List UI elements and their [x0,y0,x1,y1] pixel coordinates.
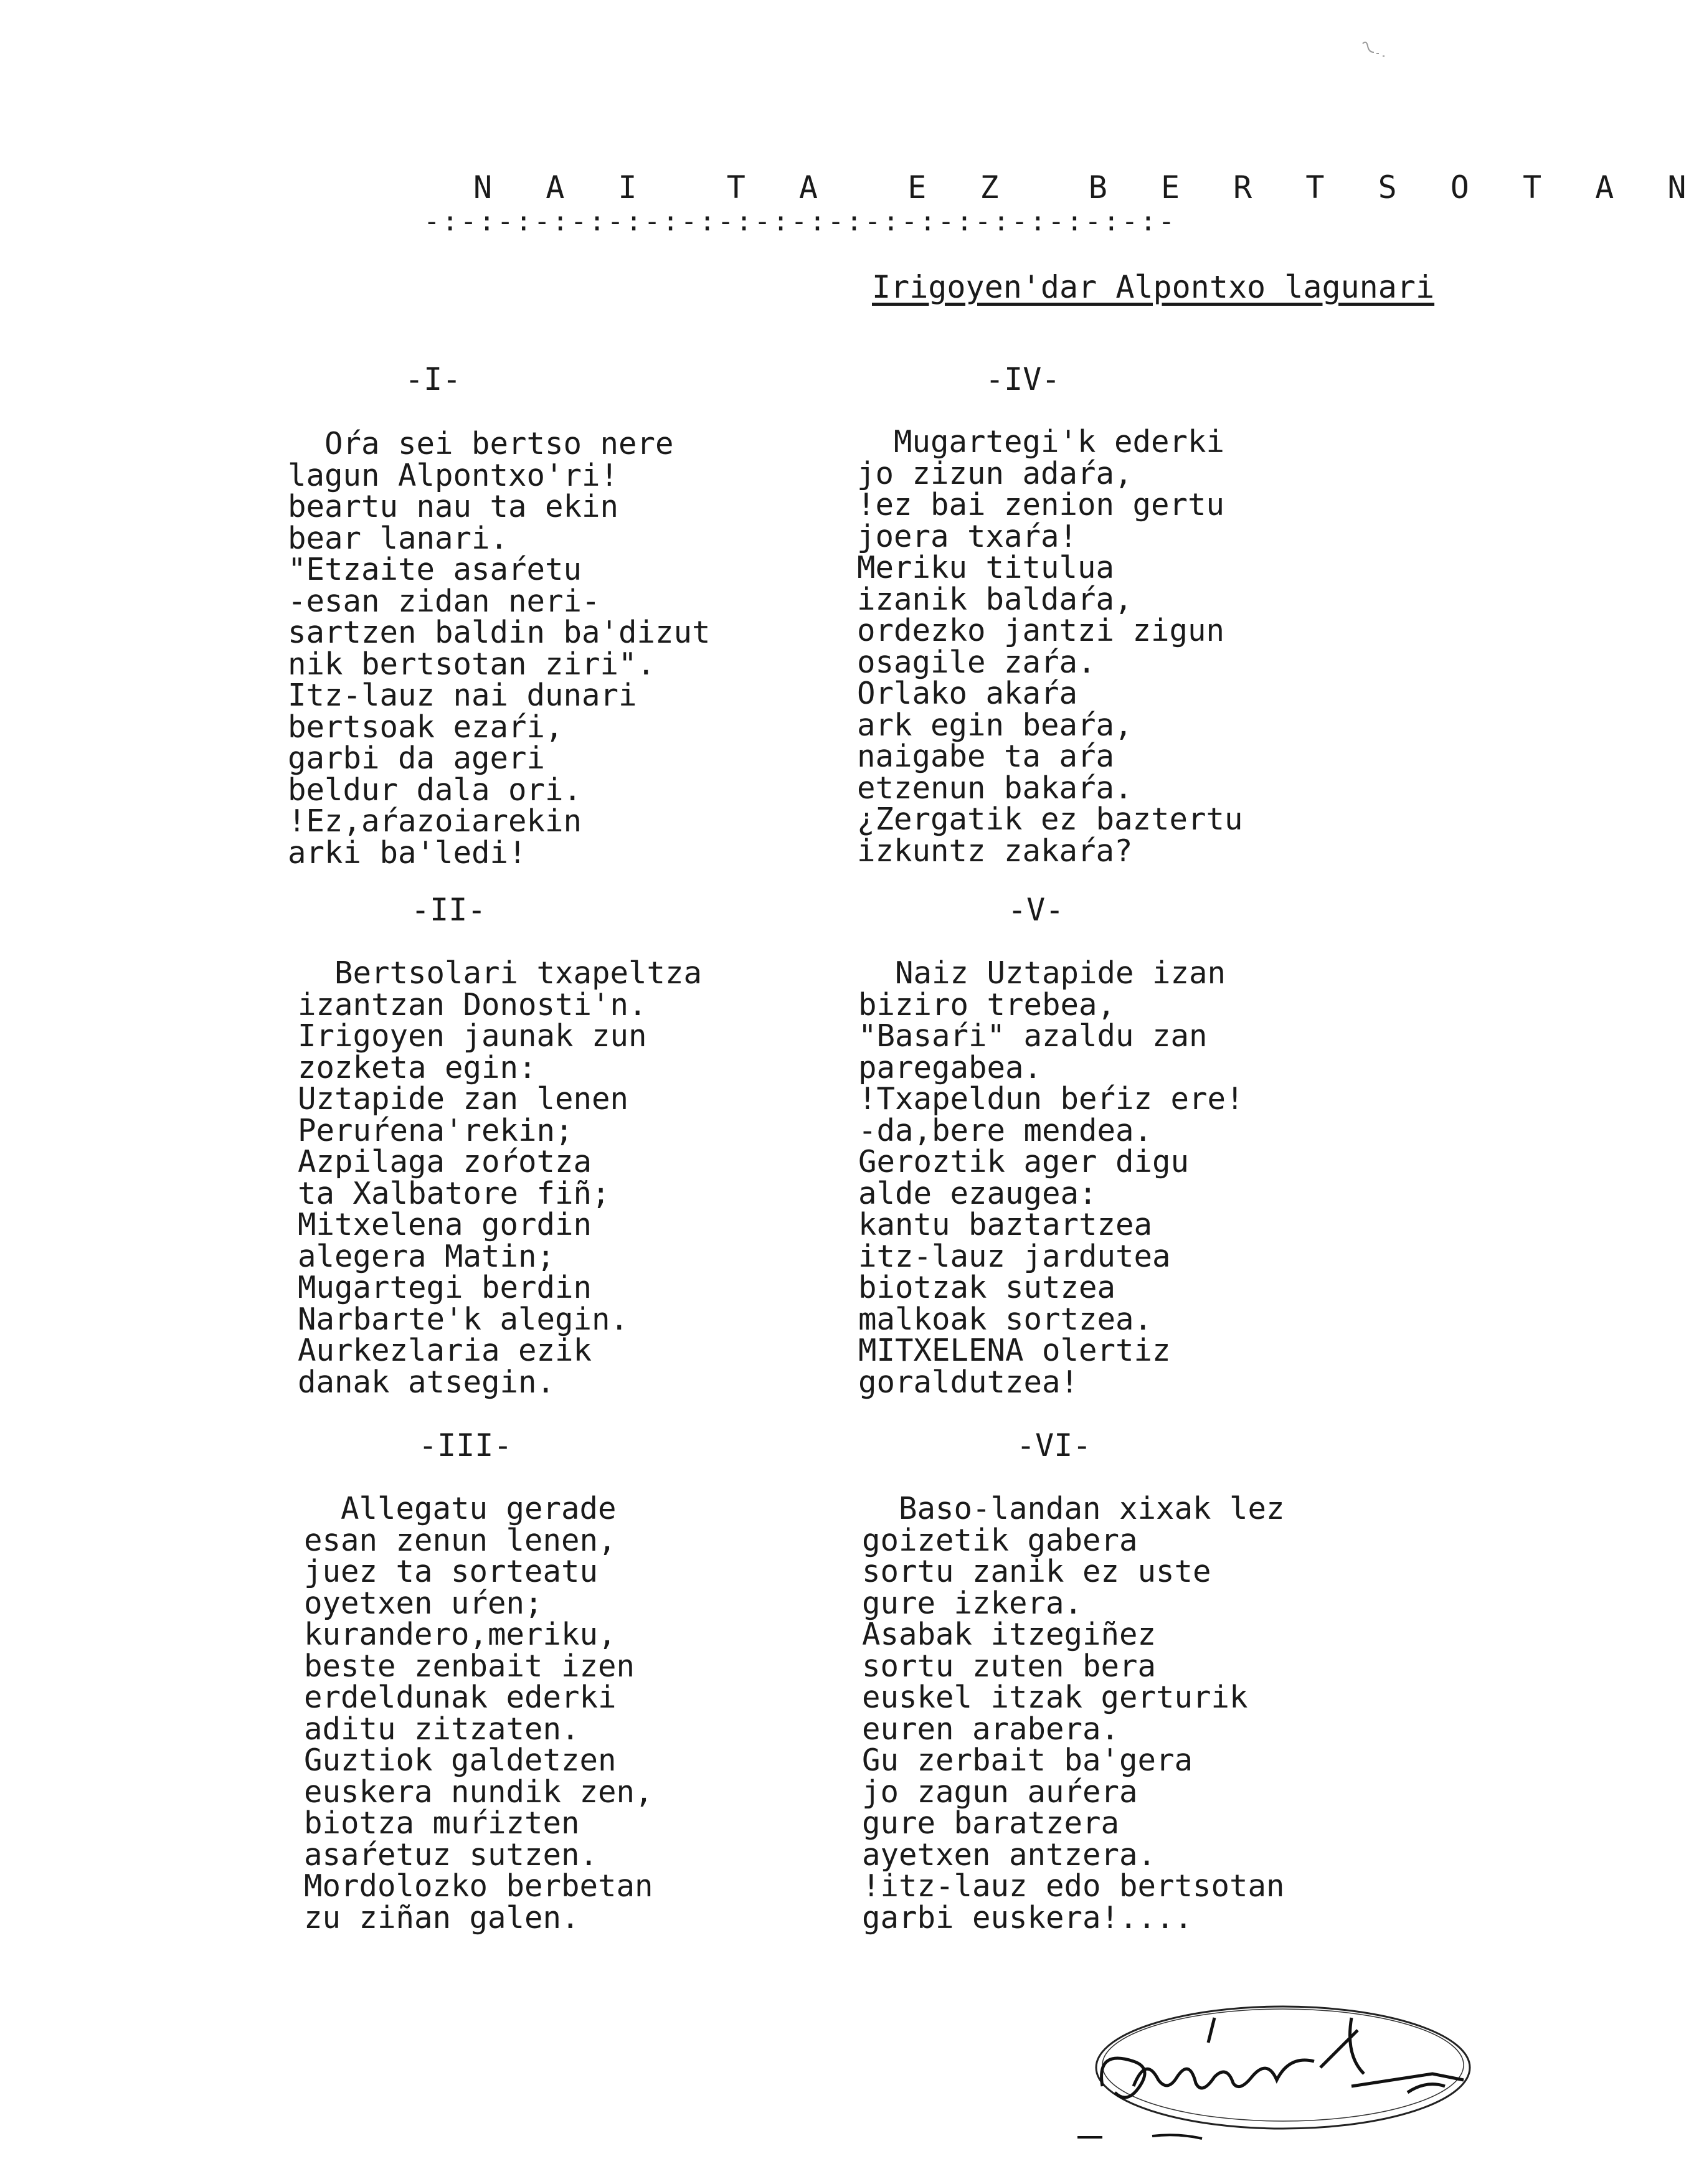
stanza-2 [298,955,703,1400]
verse-line: sortu zuten bera [862,1648,1157,1684]
verse-line: oyetxen uŕen; [304,1585,543,1621]
verse-line: garbi euskera!.... [862,1899,1193,1936]
verse-line: Irigoyen jaunak zun [298,1018,647,1054]
verse-line: Mugartegi berdin [298,1270,592,1305]
verse-line: ayetxen antzera. [862,1837,1157,1873]
verse-line: goizetik gabera [862,1522,1138,1558]
title-divider: -:-:-:-:-:-:-:-:-:-:-:-:-:-:-:-:-:-:-:-:- [424,206,1177,237]
verse-line: izanik baldaŕa, [857,581,1133,617]
verse-line: arki ba'ledi! [288,834,527,871]
dedication: Irigoyen'dar Alpontxo lagunari [872,269,1435,305]
stanza-number-6: -VI- [1016,1427,1092,1463]
verse-line: malkoak sortzea. [858,1301,1153,1337]
verse-line: esan zenun lenen, [304,1522,617,1558]
verse-line: juez ta sorteatu [304,1554,599,1589]
stanza-number-3: -III- [419,1427,513,1463]
verse-line: MITXELENA olertiz [858,1333,1171,1368]
verse-line: zu ziñan galen. [304,1899,580,1936]
verse-line: beste zenbait izen [304,1648,635,1684]
verse-line: Mitxelena gordin [298,1207,592,1242]
stanza-4 [857,424,1243,869]
verse-line: asaŕetuz sutzen. [304,1837,599,1873]
verse-line: -esan zidan neri- [288,583,600,619]
stanza-number-2: -II- [411,892,486,928]
verse-line: ark egin beaŕa, [857,707,1133,743]
stanza-number-4: -IV- [985,361,1061,397]
verse-line: aditu zitzaten. [304,1711,580,1747]
verse-line: izkuntz zakaŕa? [857,833,1133,869]
stanza-number-1: -I- [405,361,462,397]
verse-line: Geroztik ager digu [858,1144,1190,1179]
verse-line: lagun Alpontxo'ri! [288,457,619,493]
verse-line: Aurkezlaria ezik [298,1333,592,1368]
verse-line: Narbarte'k alegin. [298,1301,629,1337]
stanza-3 [304,1493,653,1934]
stanza-1 [288,428,711,869]
verse-line: Bertsolari txapeltza [298,955,703,991]
verse-line: etzenun bakaŕa. [857,770,1133,806]
verse-line: jo zizun adaŕa, [857,455,1133,491]
verse-line: "Basaŕi" azaldu zan [858,1018,1208,1054]
verse-line: alegera Matin; [298,1238,556,1274]
verse-line: sortu zanik ez uste [862,1554,1211,1589]
handwritten-signature [1059,1993,1507,2155]
verse-line: garbi da ageri [288,740,546,776]
verse-line: danak atsegin. [298,1364,556,1400]
verse-line: alde ezaugea: [858,1175,1097,1211]
page-corner-mark [1358,37,1395,62]
verse-line: bertsoak ezaŕi, [288,709,564,745]
verse-line: sartzen baldin ba'dizut [288,615,711,650]
verse-line: Naiz Uztapide izan [858,955,1226,991]
verse-line: goraldutzea! [858,1364,1079,1400]
verse-line: !Txapeldun beŕiz ere! [858,1081,1244,1117]
stanza-number-5: -V- [1008,892,1064,928]
verse-line: Orlako akaŕa [857,676,1078,711]
verse-line: gure baratzera [862,1805,1120,1841]
verse-line: ta Xalbatore fiñ; [298,1175,610,1211]
verse-line: Peruŕena'rekin; [298,1112,574,1148]
verse-line: Mordolozko berbetan [304,1868,653,1904]
verse-line: "Etzaite asaŕetu [288,552,582,587]
verse-line: biotzak sutzea [858,1270,1116,1305]
verse-line: Gu zerbait ba'gera [862,1742,1193,1778]
verse-line: Uztapide zan lenen [298,1081,629,1117]
verse-line: kantu baztartzea [858,1207,1153,1242]
verse-line: zozketa egin: [298,1049,537,1085]
verse-line: !Ez,aŕazoiarekin [288,803,582,839]
verse-line: Allegatu gerade [304,1491,617,1526]
verse-line: beartu nau ta ekin [288,489,619,524]
verse-line: Azpilaga zoŕotza [298,1144,592,1179]
verse-line: Oŕa sei bertso nere [288,426,674,461]
stanza-5 [858,955,1244,1400]
verse-line: bear lanari. [288,520,509,556]
verse-line: euren arabera. [862,1711,1120,1747]
verse-line: izantzan Donosti'n. [298,986,647,1023]
verse-line: jo zagun auŕera [862,1774,1138,1810]
verse-line: Baso-landan xixak lez [862,1491,1285,1526]
verse-line: kurandero,meriku, [304,1617,617,1652]
verse-line: biotza muŕizten [304,1805,580,1841]
verse-line: paregabea. [858,1049,1043,1085]
verse-line: Meriku titulua [857,550,1115,585]
verse-line: !ez bai zenion gertu [857,487,1225,522]
verse-line: ordezko jantzi zigun [857,613,1225,648]
verse-line: biziro trebea, [858,986,1116,1023]
verse-line: Asabak itzegiñez [862,1617,1157,1652]
verse-line: Itz-lauz nai dunari [288,678,637,713]
verse-line: -da,bere mendea. [858,1112,1153,1148]
verse-line: euskel itzak gerturik [862,1680,1248,1715]
verse-line: !itz-lauz edo bertsotan [862,1868,1285,1904]
verse-line: ¿Zergatik ez baztertu [857,801,1243,837]
verse-line: Mugartegi'k ederki [857,424,1225,460]
verse-line: itz-lauz jardutea [858,1238,1171,1274]
verse-line: erdeldunak ederki [304,1680,617,1715]
verse-line: naigabe ta aŕa [857,739,1115,774]
page-title: N A I T A E Z B E R T S O T A N [473,169,1704,206]
stanza-6 [862,1493,1285,1934]
verse-line: beldur dala ori. [288,772,582,808]
verse-line: osagile zaŕa. [857,644,1096,680]
verse-line: nik bertsotan ziri". [288,646,656,682]
verse-line: euskera nundik zen, [304,1774,653,1810]
verse-line: gure izkera. [862,1585,1083,1621]
verse-line: Guztiok galdetzen [304,1742,617,1778]
verse-line: joera txaŕa! [857,518,1078,554]
